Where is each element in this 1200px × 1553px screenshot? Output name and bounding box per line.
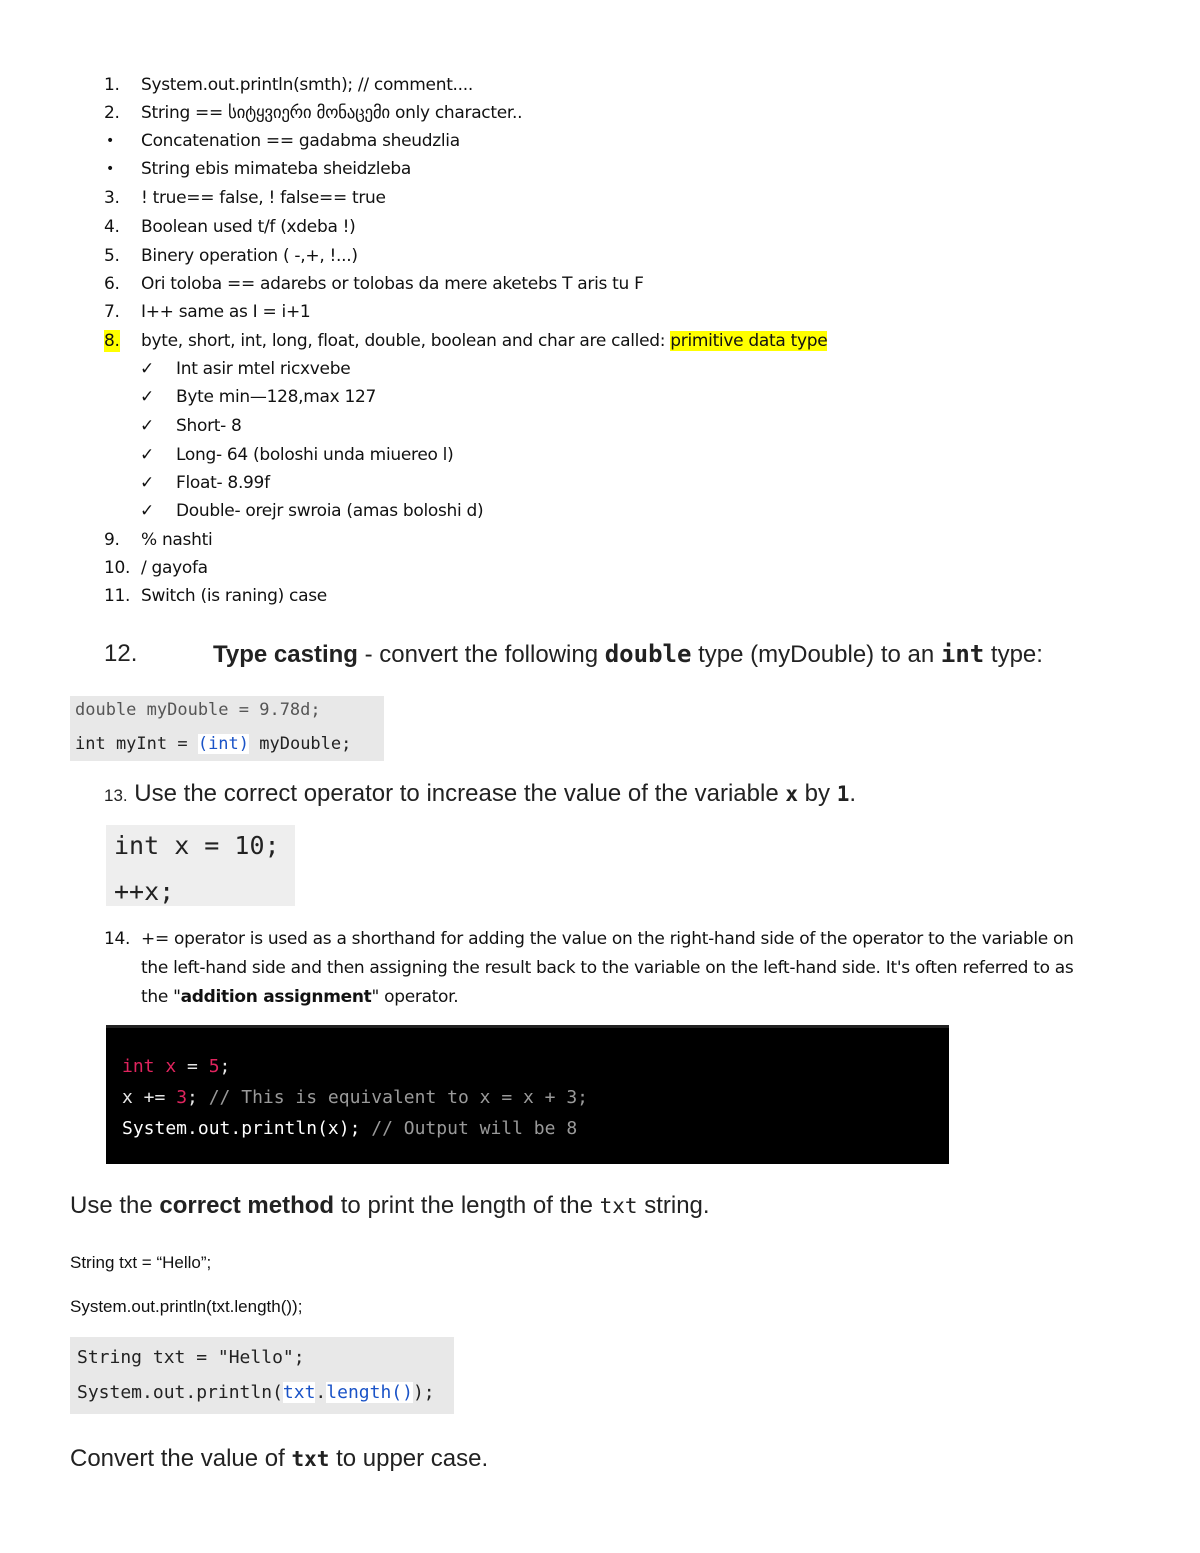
highlighted-text: primitive data type <box>670 331 828 351</box>
code-block-15: String txt = "Hello"; System.out.println(txt.length()); <box>70 1337 454 1414</box>
document-page: 1. System.out.println(smth); // comment.... 2. String == სიტყვიერი მონაცემი only character.. • Concatenation == gadabma sheudzlia • String ebis mimateba sheidzleba 3. ! true== false, ! false== true 4. Boolean used t/f (xdeba !) 5. Binery operation ( -,+, !...) 6. Ori toloba == adarebs or tolobas da mere aketebs T aris tu F 7. I++ same as I = i+1 8. byte, short, int, long, float, double, boolean and char are called: primitive data type ✓ Int asir mtel ricxvebe ✓ Byte min—128,max 127 ✓ Short- 8 ✓ Long- 64 (boloshi unda miuereo l) ✓ Float- 8.99f ✓ Double- orejr swroia (amas boloshi d) 9. % nashti 10. / gayofa 11. Switch (is raning) case 12. Type casting - convert the following double type (myDouble) to an int type: double myDouble = 9.78d; int myInt = (int) myDouble; 13. Use the correct operator to increase the value of the variable x by 1. int x = 10; ++x; 14. += operator is used as a shorthand for adding the value on the right-hand side of the operator to the variable on the left-hand side and then assigning the result back to the variable on the left-hand side. It's often referred to as the "addition assignment" operator. int x = 5; x += 3; // This is equivalent to x = x + 3; System.out.println(x); // Output will be 8 Use the correct method to print the length of the txt string. String txt = “Hello”; System.out.println(txt.length()); String txt = "Hello"; System.out.println(txt.length()); Convert the value of txt to upper case. <box>70 75 1074 1472</box>
checkmark-icon: ✓ <box>140 501 154 521</box>
question-12: 12. <box>104 640 138 667</box>
question-12-text: Type casting - convert the following double type (myDouble) to an int type: <box>213 640 1043 668</box>
code-block-12: double myDouble = 9.78d; int myInt = (int) myDouble; <box>70 696 384 761</box>
question-14-line-3: the "addition assignment" operator. <box>141 987 459 1007</box>
plain-code-line-2: System.out.println(txt.length()); <box>70 1297 303 1316</box>
question-14-line-2: the left-hand side and then assigning the result back to the variable on the left-hand side. It's often referred to as <box>141 958 1074 978</box>
checkmark-icon: ✓ <box>140 445 154 465</box>
checkmark-icon: ✓ <box>140 416 154 436</box>
question-15: Use the correct method to print the length of the txt string. <box>70 1192 710 1219</box>
code-block-14: int x = 5; x += 3; // This is equivalent to x = x + 3; System.out.println(x); // Output will be 8 <box>106 1025 949 1164</box>
plain-code-line-1: String txt = “Hello”; <box>70 1253 212 1272</box>
checkmark-icon: ✓ <box>140 387 154 407</box>
code-block-13: int x = 10; ++x; <box>106 825 295 906</box>
checkmark-icon: ✓ <box>140 473 154 493</box>
question-13: 13. Use the correct operator to increase the value of the variable x by 1. <box>104 780 857 807</box>
bullet-icon: • <box>106 133 114 149</box>
question-16: Convert the value of txt to upper case. <box>70 1445 489 1472</box>
checkmark-icon: ✓ <box>140 359 154 379</box>
bullet-icon: • <box>106 161 114 177</box>
